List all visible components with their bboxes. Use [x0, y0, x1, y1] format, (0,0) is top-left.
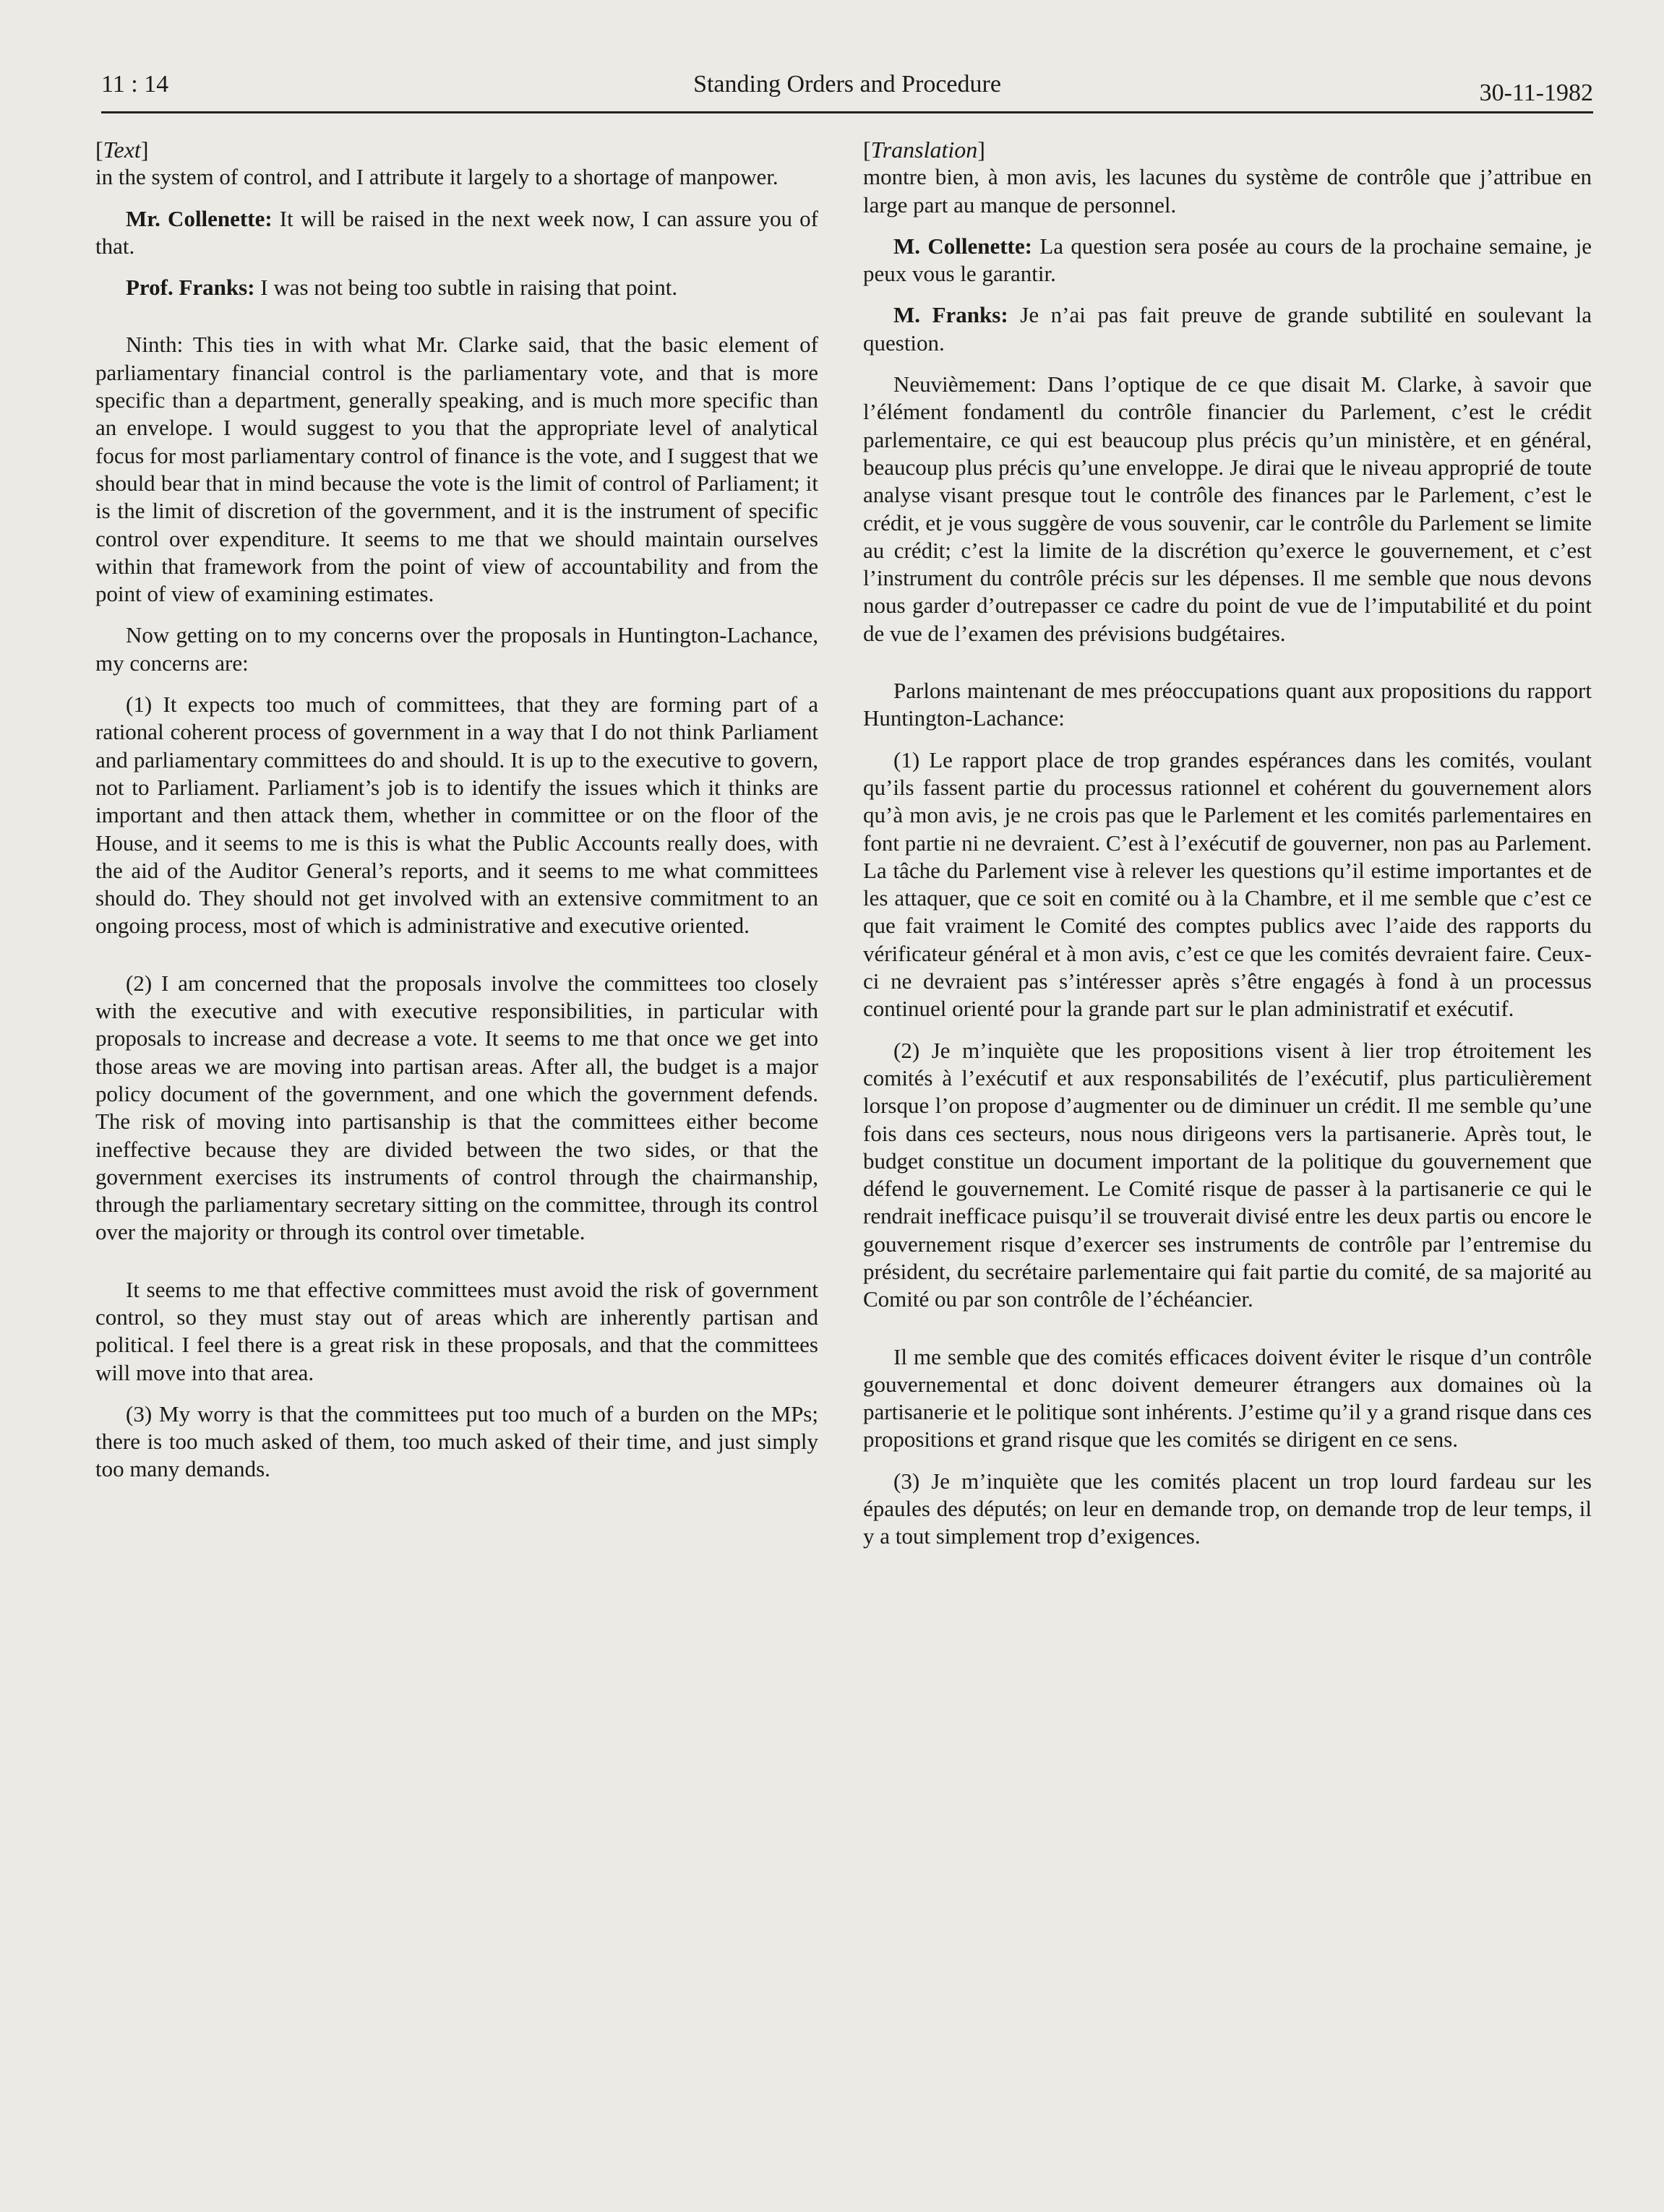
paragraph: Ninth: This ties in with what Mr. Clarke said, that the basic element of parliamentary financial control is the parliamentary vote, and that is more specific than a department, generally speaking, and is much more specific than an envelope. I would suggest to you that the appropriate level of analytical focus for most parliamentary control of finance is the vote, and I suggest that we should bear that in mind because the vote is the limit of control of Parliament; it is the limit of discretion of the government, and it is the instrument of specific control over expenditure. It seems to me that we should maintain ourselves within that framework from the point of view of accountability and from the point of view of examining estimates. — [95, 332, 818, 607]
french-column — [863, 136, 1592, 1565]
paragraph: montre bien, à mon avis, les lacunes du système de contrôle que j’attribue en large part au manque de personnel. — [863, 164, 1592, 218]
paragraph: M. Collenette: La question sera posée au cours de la prochaine semaine, je peux vous le garantir. — [863, 233, 1592, 287]
paragraph: (2) Je m’inquiète que les propositions visent à lier trop étroitement les comités à l’exécutif et aux responsabilités de l’exécutif, plus particulièrement lorsque l’on propose d’augmenter ou de diminuer un crédit. Il me semble qu’une fois dans ces secteurs, nous nous dirigeons vers la partisanerie. Après tout, le budget constitue un document important de la politique du gouvernement que défend le gouvernement. Le Comité risque de passer à la partisanerie ce qui le rendrait inefficace puisqu’il se trouverait divisé entre les deux partis ou encore le gouvernement risque d’exercer ses instruments de contrôle par l’entremise du président, du secrétaire parlementaire qui fait partie du comité, de sa majorité au Comité ou par son contrôle de l’échéancier. — [863, 1037, 1592, 1312]
paragraph: in the system of control, and I attribute it largely to a shortage of manpower. — [95, 164, 779, 190]
running-header — [101, 68, 1593, 113]
paragraph: Il me semble que des comités efficaces doivent éviter le risque d’un contrôle gouvernemental et donc doivent demeurer étrangers aux domaines où la partisanerie et le politique sont inhérents. J’estime qu’il y a grand risque dans ces propositions et grand risque que les comités se dirigent en ce sens. — [863, 1343, 1592, 1453]
paragraph: (1) It expects too much of committees, that they are forming part of a rational coherent process of government in a way that I do not think Parliament and parliamentary committees do and should. It is up to the executive to govern, not to Parliament. Parliament’s job is to identify the issues which it thinks are important and then attack them, whether in committee or on the floor of the House, and it seems to me is this is what the Public Accounts really does, with the aid of the Auditor General’s reports, and it seems to me what committees should do. They should not get involved with an extensive commitment to an ongoing process, most of which is administrative and executive oriented. — [95, 692, 818, 939]
paragraph: Now getting on to my concerns over the proposals in Huntington-Lachance, my concerns are: — [95, 622, 818, 676]
page-number: 11 : 14 — [101, 71, 169, 98]
english-column — [95, 136, 818, 1497]
paragraph: Parlons maintenant de mes préoccupations quant aux propositions du rapport Huntington-Lachance: — [863, 678, 1592, 731]
paragraph: Mr. Collenette: It will be raised in the next week now, I can assure you of that. — [95, 205, 818, 259]
paragraph: (3) Je m’inquiète que les comités placent un trop lourd fardeau sur les épaules des députés; on leur en demande trop, on demande trop de leur temps, il y a tout simplement trop d’exigences. — [863, 1468, 1592, 1549]
speaker-name: Prof. Franks: — [126, 275, 255, 301]
speaker-name: Mr. Collenette: — [126, 205, 273, 231]
header-date: 30-11-1982 — [1479, 79, 1593, 106]
paragraph: It seems to me that effective committees must avoid the risk of government control, so they must stay out of areas which are inherently partisan and political. I feel there is a great risk in these proposals, and that the committees will move into that area. — [95, 1276, 818, 1385]
paragraph: (2) I am concerned that the proposals involve the committees too closely with the executive and with executive responsibilities, in particular with proposals to increase and decrease a vote. It seems to me that once we get into those areas we are moving into partisan areas. After all, the budget is a major policy document of the government, and one which the government defends. The risk of moving into partisanship is that the committees either become ineffective because they are divided between the two sides, or that the government exercises its instruments of control through the chairmanship, through the parliamentary secretary sitting on the committee, through its control over the majority or through its control over timetable. — [95, 970, 818, 1245]
paragraph: Neuvièmement: Dans l’optique de ce que disait M. Clarke, à savoir que l’élément fondamentl du contrôle financier du Parlement, c’est le crédit parlementaire, ce qui est beaucoup plus précis qu’un ministère, et en général, beaucoup plus précis qu’une enveloppe. Je dirai que le niveau approprié de toute analyse visant presque tout le contrôle des finances par le Parlement, c’est le crédit, et je vous suggère de vous souvenir, car le contrôle du Parlement se limite au crédit; c’est la limite de la discrétion qu’exerce le gouvernement, et c’est l’instrument du contrôle précis sur les dépenses. Il me semble que nous devons nous garder d’outrepasser ce cadre du point de vue de l’imputabilité et du point de vue de l’examen des prévisions budgétaires. — [863, 371, 1592, 646]
paragraph: M. Franks: Je n’ai pas fait preuve de grande subtilité en soulevant la question. — [863, 302, 1592, 356]
header-title: Standing Orders and Procedure — [693, 71, 1001, 98]
speaker-name: M. Collenette: — [893, 233, 1032, 259]
paragraph: Prof. Franks: I was not being too subtle in raising that point. — [126, 275, 678, 301]
speaker-name: M. Franks: — [893, 302, 1008, 328]
paragraph: (3) My worry is that the committees put too much of a burden on the MPs; there is too much asked of them, too much asked of their time, and just simply too many demands. — [95, 1400, 818, 1482]
paragraph: (1) Le rapport place de trop grandes espérances dans les comités, voulant qu’ils fassent partie du processus rationnel et cohérent du gouvernement alors qu’à mon avis, je ne crois pas que le Parlement et les comités parlementaires en font partie ni ne devraient. C’est à l’exécutif de gouverner, non pas au Parlement. La tâche du Parlement vise à relever les questions qu’il estime importantes et de les attaquer, que ce soit en comité ou à la Chambre, et il me semble que c’est ce que fait vraiment le Comité des comptes publics avec l’aide des rapports du vérificateur général et à mon avis, c’est ce que les comités devraient faire. Ceux-ci ne devraient pas s’intéresser après s’être engagés à fond à un processus continuel orienté pour la grande part sur le plan administratif et exécutif. — [863, 746, 1592, 1022]
translation-tag: [Translation] — [863, 137, 985, 163]
text-tag: [Text] — [95, 137, 149, 163]
